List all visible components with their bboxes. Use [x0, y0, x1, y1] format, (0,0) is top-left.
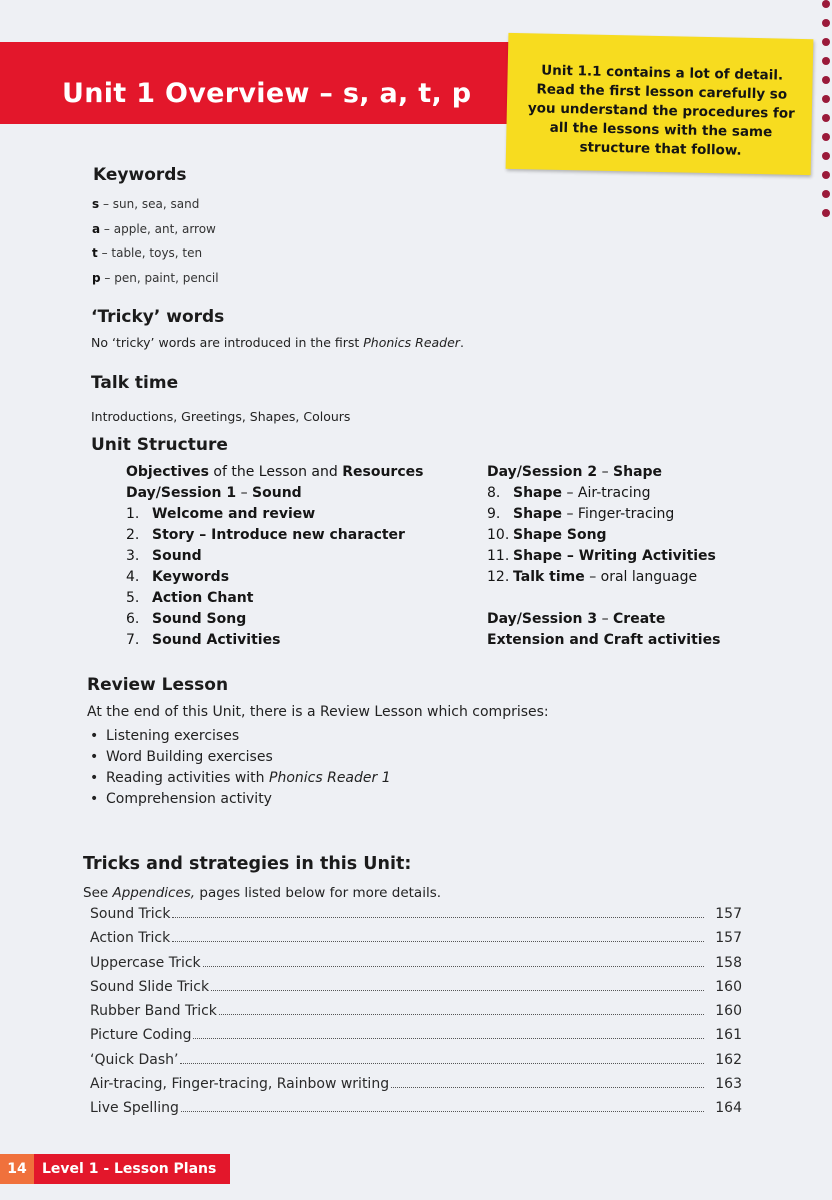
- tricks-list: [90, 906, 742, 1125]
- review-lesson-list: [90, 726, 391, 810]
- bleed-through: [470, 195, 810, 219]
- structure-left-column: [126, 462, 423, 651]
- talk-time-text: Introductions, Greetings, Shapes, Colours: [91, 409, 351, 424]
- session-3-extension: Extension and Craft activities: [487, 632, 721, 648]
- trick-row: Rubber Band Trick 160: [90, 1003, 742, 1020]
- trick-row: Sound Trick 157: [90, 906, 742, 922]
- spiral-binding: [818, 0, 832, 190]
- review-lesson-intro: At the end of this Unit, there is a Review Lesson which comprises:: [87, 704, 549, 720]
- session-item: 4. Keywords: [126, 569, 230, 585]
- trick-row: Sound Slide Trick 160: [90, 978, 742, 995]
- session-item: 9. Shape – Finger-tracing: [487, 506, 675, 522]
- session-item: 7. Sound Activities: [126, 632, 281, 648]
- session-item: 10. Shape Song: [487, 527, 607, 543]
- objectives-line: Objectives of the Lesson and Resources: [126, 464, 424, 480]
- talk-time-heading: Talk time: [91, 373, 179, 393]
- trick-row: Action Trick 157: [90, 930, 742, 947]
- page-footer: [0, 1154, 230, 1184]
- trick-row: Live Spelling 164: [90, 1100, 742, 1117]
- session-item: 12. Talk time – oral language: [487, 569, 698, 585]
- list-item: • Word Building exercises: [90, 747, 391, 768]
- session-item: 6. Sound Song: [126, 611, 247, 627]
- sticky-note-text: Unit 1.1 contains a lot of detail. Read the first lesson carefully so you understand the procedures for all the lessons with the same structure that follow.: [527, 62, 795, 159]
- session-item: 5. Action Chant: [126, 590, 254, 606]
- sticky-note: [506, 33, 814, 175]
- keyword-row: t – table, toys, ten: [92, 246, 203, 260]
- trick-row: Uppercase Trick 158: [90, 954, 742, 971]
- trick-row: Air-tracing, Finger-tracing, Rainbow writing 163: [90, 1076, 742, 1093]
- session-item: 2. Story – Introduce new character: [126, 527, 405, 543]
- footer-title: Level 1 - Lesson Plans: [42, 1161, 217, 1177]
- tricks-heading: Tricks and strategies in this Unit:: [83, 854, 412, 874]
- session-item: 11. Shape – Writing Activities: [487, 548, 716, 564]
- session-item: 8. Shape – Air-tracing: [487, 485, 651, 501]
- keywords-list: [92, 192, 219, 290]
- session-item: 1. Welcome and review: [126, 506, 316, 522]
- structure-right-column: [487, 462, 720, 651]
- keyword-row: s – sun, sea, sand: [92, 197, 200, 211]
- tricky-words-heading: ‘Tricky’ words: [91, 307, 225, 327]
- list-item: • Comprehension activity: [90, 789, 391, 810]
- keywords-heading: Keywords: [93, 165, 187, 185]
- session-item: 3. Sound: [126, 548, 202, 564]
- tricks-intro: See Appendices, pages listed below for more details.: [83, 885, 442, 901]
- session-1-title: Day/Session 1 – Sound: [126, 485, 302, 501]
- tricky-words-text: No ‘tricky’ words are introduced in the first Phonics Reader.: [91, 335, 464, 350]
- page-title: Unit 1 Overview – s, a, t, p: [62, 78, 472, 109]
- trick-row: ‘Quick Dash’ 162: [90, 1051, 742, 1068]
- session-2-title: Day/Session 2 – Shape: [487, 464, 663, 480]
- session-3-title: Day/Session 3 – Create: [487, 611, 666, 627]
- list-item: • Reading activities with Phonics Reader 1: [90, 768, 391, 789]
- unit-structure-heading: Unit Structure: [91, 435, 228, 455]
- keyword-row: a – apple, ant, arrow: [92, 221, 216, 236]
- list-item: • Listening exercises: [90, 726, 391, 747]
- page-number: 14: [0, 1154, 34, 1184]
- keyword-row: p – pen, paint, pencil: [92, 270, 219, 285]
- trick-row: Picture Coding 161: [90, 1027, 742, 1044]
- review-lesson-heading: Review Lesson: [87, 675, 229, 695]
